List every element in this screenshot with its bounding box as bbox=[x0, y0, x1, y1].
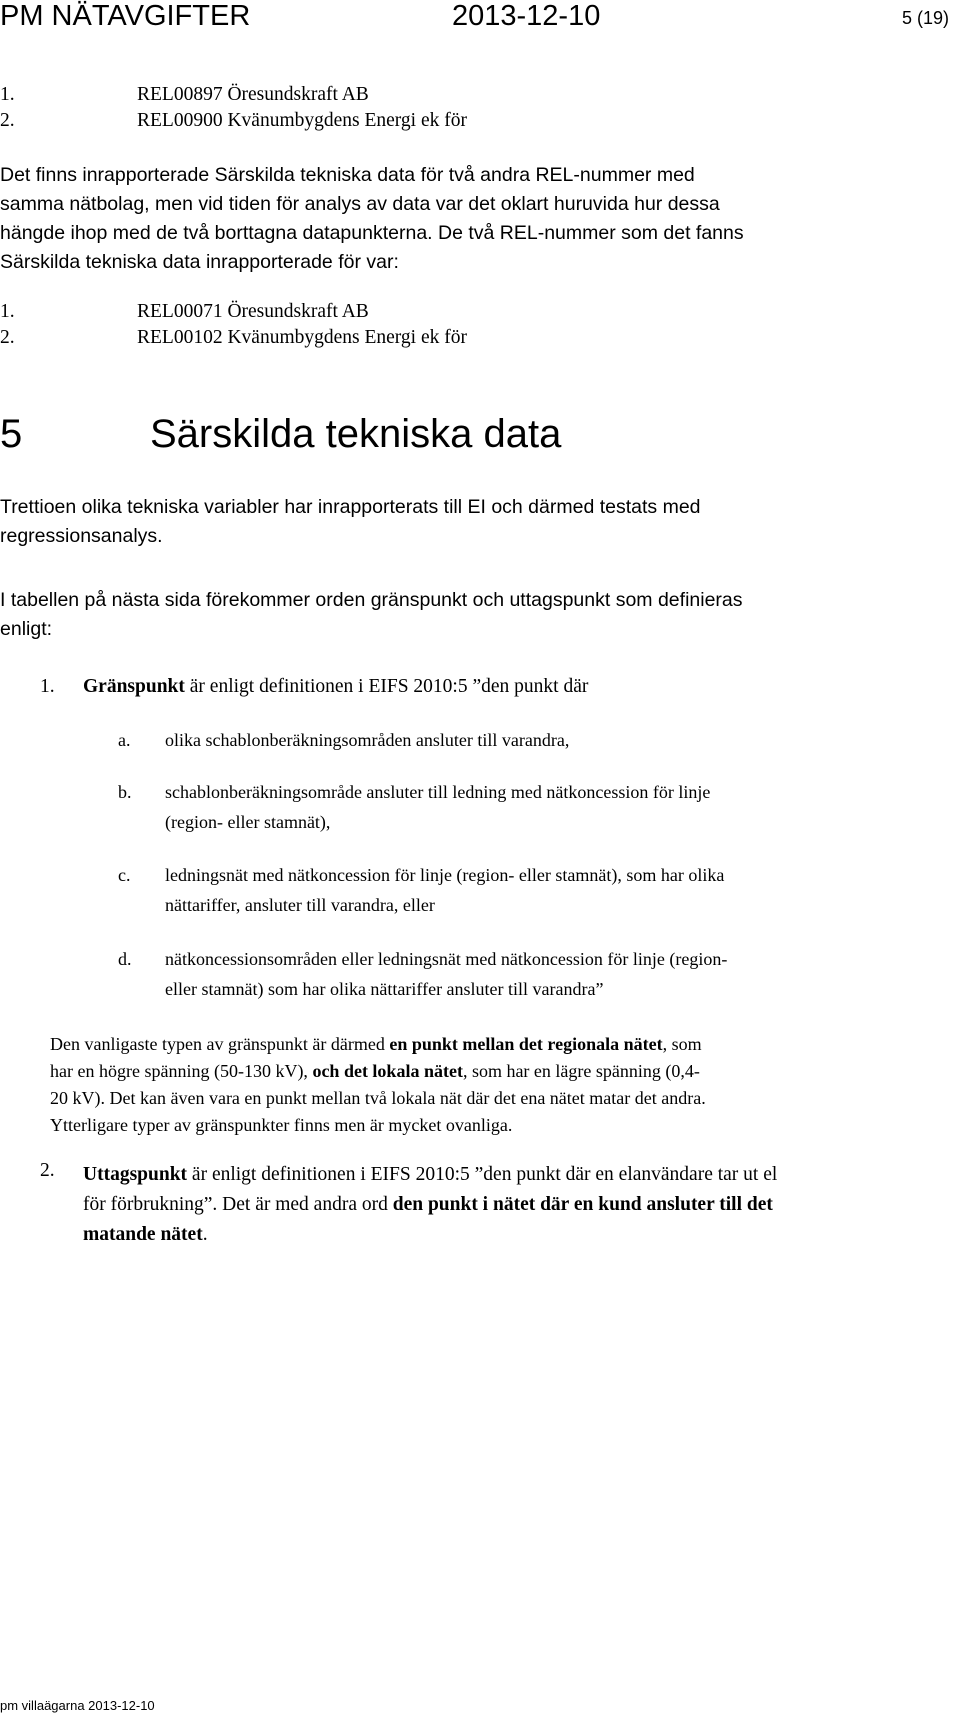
item-text: olika schablonberäkningsområden ansluter till varandra, bbox=[165, 730, 570, 750]
footer-text: pm villaägarna 2013-12-10 bbox=[0, 1698, 155, 1713]
paragraph-line: 20 kV). Det kan även vara en punkt mellan två lokala nät där det ena nätet matar det andra. bbox=[50, 1088, 706, 1108]
item-letter: d. bbox=[118, 949, 132, 969]
paragraph-line bbox=[83, 1190, 777, 1220]
paragraph-line bbox=[83, 1220, 777, 1250]
paragraph bbox=[0, 586, 743, 644]
text-span: har en högre spänning (50-130 kV), bbox=[50, 1061, 313, 1081]
paragraph-line: Trettioen olika tekniska variabler har inrapporterats till EI och därmed testats med bbox=[0, 496, 701, 518]
list-number: 2. bbox=[0, 327, 15, 348]
list-item bbox=[0, 84, 15, 106]
list-number: 1. bbox=[0, 301, 15, 322]
item-text: ledningsnät med nätkoncession för linje (region- eller stamnät), som har olika bbox=[165, 865, 725, 885]
text-span: . bbox=[202, 1224, 208, 1245]
page-number: 5 (19) bbox=[902, 8, 950, 28]
definition-number: 1. bbox=[40, 676, 55, 697]
list-item-text: REL00900 Kvänumbygdens Energi ek för bbox=[137, 110, 467, 131]
paragraph bbox=[0, 161, 744, 277]
list-number: 1. bbox=[0, 84, 15, 105]
document-title: PM NÄTAVGIFTER bbox=[0, 0, 251, 32]
paragraph-line: enligt: bbox=[0, 618, 53, 640]
item-text: eller stamnät) som har olika nättariffer ansluter till varandra” bbox=[165, 979, 604, 999]
definition-1 bbox=[83, 676, 588, 698]
paragraph-line bbox=[83, 1160, 777, 1190]
text-span: för förbrukning”. Det är med andra ord bbox=[83, 1194, 393, 1215]
section-number: 5 bbox=[0, 412, 23, 456]
document-date: 2013-12-10 bbox=[452, 0, 601, 32]
paragraph-line: I tabellen på nästa sida förekommer orden gränspunkt och uttagspunkt som definieras bbox=[0, 589, 743, 611]
item-letter: a. bbox=[118, 730, 131, 750]
bold-span: den punkt i nätet där en kund ansluter till det bbox=[392, 1194, 773, 1215]
bold-span: en punkt mellan det regionala nätet bbox=[389, 1034, 663, 1054]
paragraph-line: hängde ihop med de två borttagna datapunkterna. De två REL-nummer som det fanns bbox=[0, 222, 744, 244]
paragraph-line: Särskilda tekniska data inrapporterade för var: bbox=[0, 251, 399, 273]
list-item bbox=[0, 110, 15, 132]
definition-2 bbox=[83, 1160, 777, 1250]
paragraph bbox=[0, 493, 701, 551]
text-span: , som bbox=[662, 1034, 702, 1054]
definition-term: Uttagspunkt bbox=[83, 1164, 188, 1185]
item-text: (region- eller stamnät), bbox=[165, 812, 331, 832]
definition-text: är enligt definitionen i EIFS 2010:5 ”den punkt där bbox=[184, 676, 589, 697]
text-span: Den vanligaste typen av gränspunkt är därmed bbox=[50, 1034, 390, 1054]
definition-number: 2. bbox=[40, 1160, 55, 1181]
paragraph-line bbox=[50, 1031, 706, 1058]
item-letter: c. bbox=[118, 865, 131, 885]
item-text: schablonberäkningsområde ansluter till ledning med nätkoncession för linje bbox=[165, 782, 711, 802]
paragraph-line bbox=[50, 1058, 706, 1085]
paragraph-line: Det finns inrapporterade Särskilda tekniska data för två andra REL-nummer med bbox=[0, 164, 695, 186]
item-text: nätkoncessionsområden eller ledningsnät med nätkoncession för linje (region- bbox=[165, 949, 728, 969]
text-span: är enligt definitionen i EIFS 2010:5 ”den punkt där en elanvändare tar ut el bbox=[187, 1164, 778, 1185]
list-number: 2. bbox=[0, 110, 15, 131]
list-item-text: REL00102 Kvänumbygdens Energi ek för bbox=[137, 327, 467, 348]
text-span: , som har en lägre spänning (0,4- bbox=[462, 1061, 700, 1081]
item-text: nättariffer, ansluter till varandra, eller bbox=[165, 895, 435, 915]
list-item-text: REL00071 Öresundskraft AB bbox=[137, 301, 369, 322]
section-title: Särskilda tekniska data bbox=[150, 412, 562, 456]
definition-term: Gränspunkt bbox=[83, 676, 185, 697]
paragraph bbox=[50, 1031, 706, 1139]
item-letter: b. bbox=[118, 782, 132, 802]
bold-span: och det lokala nätet bbox=[312, 1061, 463, 1081]
paragraph-line: regressionsanalys. bbox=[0, 525, 163, 547]
paragraph-line: Ytterligare typer av gränspunkter finns men är mycket ovanliga. bbox=[50, 1115, 513, 1135]
bold-span: matande nätet bbox=[83, 1224, 203, 1245]
paragraph-line: samma nätbolag, men vid tiden för analys av data var det oklart huruvida hur dessa bbox=[0, 193, 720, 215]
list-item-text: REL00897 Öresundskraft AB bbox=[137, 84, 369, 105]
